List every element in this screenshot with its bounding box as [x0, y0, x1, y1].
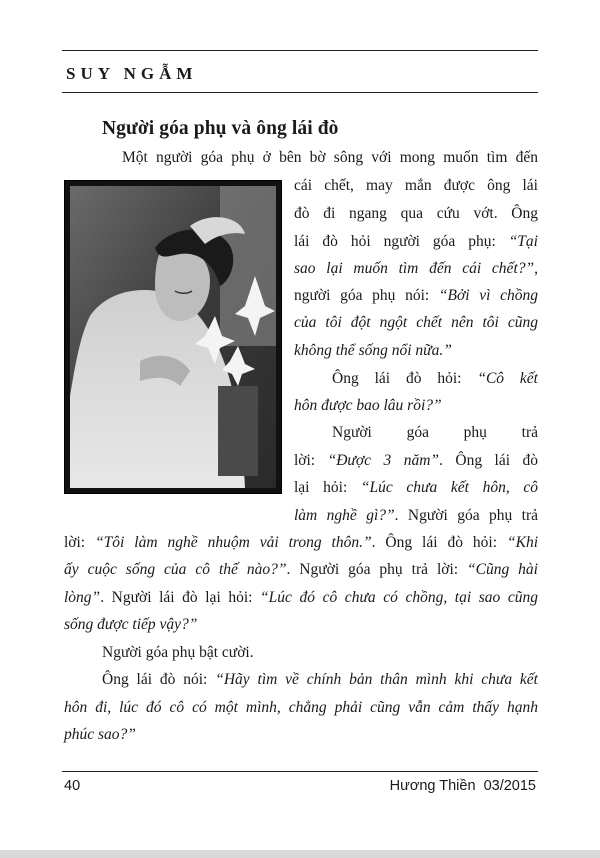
narration-text: cái chết, may mắn được ông lái [294, 177, 538, 194]
narration-text: đò đi ngang qua cứu vớt. Ông [294, 205, 538, 222]
narration-text: . Người lái đò lại hỏi: [100, 589, 261, 606]
woman-with-lilies-painting [70, 186, 276, 488]
body-line [102, 643, 538, 663]
section-label: SUY NGẪM [66, 64, 198, 83]
body-line [294, 396, 538, 416]
body-line-text [64, 699, 538, 716]
narration-text: Người góa phụ trả [332, 424, 538, 441]
body-line [64, 560, 538, 580]
body-line-text [294, 205, 538, 222]
body-line-text [294, 452, 538, 469]
body-line-text [294, 397, 442, 414]
quoted-speech: “Hãy tìm về chính bản thân mình khi chưa kết [215, 671, 538, 688]
body-line [64, 533, 538, 553]
narration-text: lời: [294, 452, 328, 469]
body-line [294, 313, 538, 333]
publication-name: Hương Thiền 03/2015 [389, 778, 536, 794]
narration-text: . Ông lái đò hỏi: [371, 534, 507, 551]
narration-text: lời: [64, 534, 96, 551]
body-line-text [64, 726, 136, 743]
quoted-speech: lòng” [64, 589, 101, 606]
quoted-speech: hôn đi, lúc đó cô có một mình, chẳng phải cũng vẫn cảm thấy hạnh [64, 699, 538, 716]
quoted-speech: không thể sống nổi nữa.” [294, 342, 452, 359]
body-line-text [294, 314, 538, 331]
body-line-text [294, 177, 538, 194]
body-line-text [294, 260, 538, 277]
article-title: Người góa phụ và ông lái đò [102, 118, 339, 139]
scan-edge [0, 850, 600, 858]
body-line-text [64, 534, 538, 551]
body-line [294, 478, 538, 498]
body-line-text [294, 342, 452, 359]
body-line [294, 451, 538, 471]
body-line [294, 232, 538, 252]
body-line [64, 725, 538, 745]
footer-rule [62, 771, 538, 772]
narration-text: . Người góa phụ trả [394, 507, 538, 524]
body-line-text [64, 561, 538, 578]
body-line-text [332, 370, 538, 387]
narration-text: Người góa phụ bật cười. [102, 644, 254, 661]
body-line [294, 286, 538, 306]
quoted-speech: “Khi [506, 534, 538, 551]
narration-text: lái đò hỏi người góa phụ: [294, 233, 509, 250]
quoted-speech: “Tôi làm nghề nhuộm vải trong thôn.” [95, 534, 372, 551]
quoted-speech: “Lúc chưa kết hôn, cô [360, 479, 539, 496]
narration-text: Ông lái đò nói: [102, 671, 216, 688]
quoted-speech: “Tại [508, 233, 538, 250]
body-line [294, 204, 538, 224]
body-line [294, 341, 538, 361]
body-line-text [294, 507, 538, 524]
quoted-speech: làm nghề gì?” [294, 507, 395, 524]
body-line-text [102, 671, 538, 688]
quoted-speech: phúc sao?” [64, 726, 136, 743]
body-line [294, 259, 538, 279]
body-line-text [332, 424, 538, 441]
quoted-speech: sao lại muốn tìm đến cái chết?” [294, 260, 535, 277]
narration-text: . Người góa phụ trả lời: [286, 561, 468, 578]
quoted-speech: hôn được bao lâu rồi?” [294, 397, 442, 414]
quoted-speech: “Cô kết [477, 370, 538, 387]
quoted-speech: của tôi đột ngột chết nên tôi cũng [294, 314, 538, 331]
body-line-text [294, 479, 538, 496]
body-line-text [64, 616, 197, 633]
header-rule-top [62, 50, 538, 51]
body-line [122, 148, 538, 168]
quoted-speech: ấy cuộc sống của cô thế nào?” [64, 561, 287, 578]
body-line-text [294, 287, 538, 304]
quoted-speech: “Được 3 năm” [327, 452, 440, 469]
narration-text: lại hỏi: [294, 479, 361, 496]
quoted-speech: sống được tiếp vậy?” [64, 616, 198, 633]
body-line [64, 698, 538, 718]
narration-text: . Ông lái đò [439, 452, 539, 469]
body-line [332, 369, 538, 389]
body-line-text [294, 233, 538, 250]
body-line [332, 423, 538, 443]
narration-text: , [534, 260, 538, 277]
narration-text: người góa phụ nói: [294, 287, 439, 304]
page-number: 40 [64, 778, 81, 794]
body-line [64, 615, 538, 635]
narration-text: Một người góa phụ ở bên bờ sông với mong muốn tìm đến [122, 149, 538, 166]
narration-text: Ông lái đò hỏi: [332, 370, 478, 387]
body-line [64, 588, 538, 608]
quoted-speech: “Bởi vì chồng [438, 287, 538, 304]
body-line [294, 506, 538, 526]
quoted-speech: “Cũng hài [467, 561, 538, 578]
body-line [102, 670, 538, 690]
body-line-text [64, 589, 538, 606]
quoted-speech: “Lúc đó cô chưa có chồng, tại sao cũng [260, 589, 538, 606]
article-photo [64, 180, 282, 494]
body-line-text [102, 644, 254, 661]
body-line [294, 176, 538, 196]
body-line-text [122, 149, 538, 166]
header-rule-bottom [62, 92, 538, 93]
